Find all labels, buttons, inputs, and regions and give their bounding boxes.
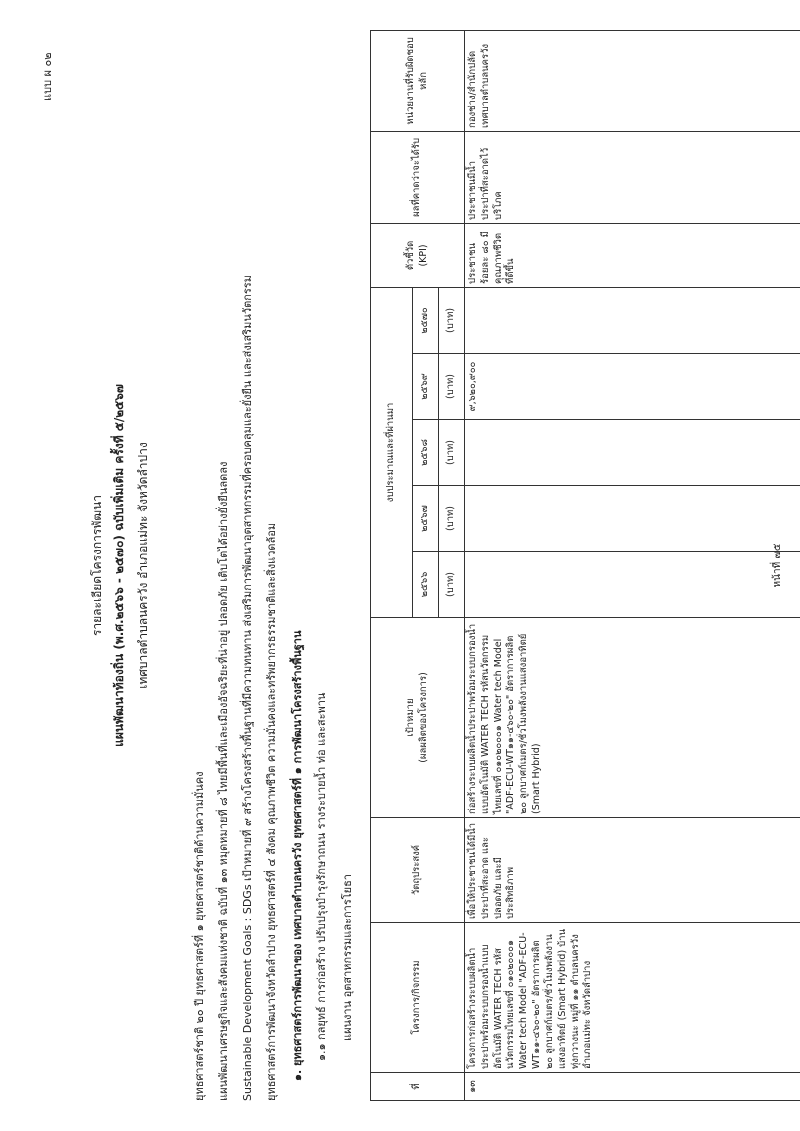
row-expected: ประชาชนมีน้ำประปาที่สะอาดไว้บริโภค xyxy=(465,131,800,223)
strategy-national: ยุทธศาสตร์ชาติ ๒๐ ปี ยุทธศาสตร์ที่ ๑ ยุทธศาสตร์ชาติด้านความมั่นคง xyxy=(193,771,206,1101)
title-line-1: รายละเอียดโครงการพัฒนา xyxy=(90,494,104,637)
header-objective: วัตถุประสงค์ xyxy=(371,818,465,923)
row-budget-2568 xyxy=(465,420,800,486)
row-agency: กองช่าง/สำนักปลัดเทศบาลตำบลนครวัง xyxy=(465,30,800,131)
header-target xyxy=(371,618,465,818)
strategy-tactic: ๑.๑ กลยุทธ์ การก่อสร้าง ปรับปรุงบำรุงรักษาถนน รางระบายน้ำ ท่อ และสะพาน xyxy=(315,692,328,1061)
row-budget-2566 xyxy=(465,552,800,618)
form-code: แบบ ผ ๐๒ xyxy=(41,52,54,101)
project-table xyxy=(370,30,800,1101)
strategy-nesdp: แผนพัฒนาเศรษฐกิจและสังคมแห่งชาติ ฉบับที่ ๑๓ หมุดหมายที่ ๘ ไทยมีพื้นที่และเมืองอัจฉริยะที่น่าอยู่ ปลอดภัย เติบโตได้อย่างยั่งยืนลดลง xyxy=(217,461,230,1101)
row-budget-2570 xyxy=(465,287,800,353)
header-year-2568: ๒๕๖๘ xyxy=(413,420,439,486)
header-project: โครงการ/กิจกรรม xyxy=(371,923,465,1073)
header-year-2569: ๒๕๖๙ xyxy=(413,354,439,420)
header-agency: หน่วยงานที่รับผิดชอบหลัก xyxy=(371,30,465,131)
header-baht-2568: (บาท) xyxy=(439,420,465,486)
header-baht-2567: (บาท) xyxy=(439,486,465,552)
page-number: หน้าที่ ๗๕ xyxy=(772,543,783,588)
header-year-2566: ๒๕๖๖ xyxy=(413,552,439,618)
strategy-municipality: ๑. ยุทธศาสตร์การพัฒนาของ เทศบาลตำบลนครวัง ยุทธศาสตร์ที่ ๑ การพัฒนาโครงสร้างพื้นฐาน xyxy=(291,630,304,1081)
title-line-3: เทศบาลตำบลนครวัง อำเภอแม่ทะ จังหวัดลำปาง xyxy=(136,442,150,689)
header-baht-2569: (บาท) xyxy=(439,354,465,420)
table-row xyxy=(465,30,800,1100)
strategy-plan: แผนงาน อุตสาหกรรมและการโยธา xyxy=(341,874,354,1041)
header-budget: งบประมาณและที่ผ่านมา xyxy=(371,287,413,617)
row-kpi: ประชาชนร้อยละ ๘๐ มีคุณภาพชีวิตที่ดีขึ้น xyxy=(465,223,800,287)
header-year-2567: ๒๕๖๗ xyxy=(413,486,439,552)
header-kpi xyxy=(371,223,465,287)
header-target-sub: (ผลผลิตของโครงการ) xyxy=(417,672,429,763)
row-budget-2569: ๙,๖๒๐,๙๐๐ xyxy=(465,354,800,420)
header-no: ที่ xyxy=(371,1073,465,1101)
row-project: โครงการก่อสร้างระบบผลิตน้ำประปาพร้อมระบบกรองน้ำแบบอัตโนมัติ WATER TECH รหัสนวัตกรรมไทยเลขที่ ๐๑๐๒๐๐๐๑ Water tech Model "ADF-ECU-WT๑๑-๔๖๐-๒๐" อัตราการผลิต ๒๐ ลูกบาศก์เมตร/ชั่วโมงพลังงานแสงอาทิตย์ (Smart Hybrid) บ้านทุ่งกวางนะ หมู่ที่ ๑๑ ตำบลนครวัง อำเภอแม่ทะ จังหวัดลำปาง xyxy=(465,923,800,1073)
header-baht-2570: (บาท) xyxy=(439,287,465,353)
row-objective: เพื่อให้ประชาชนได้มีน้ำประปาที่สะอาด และปลอดภัย และมีประสิทธิภาพ xyxy=(465,818,800,923)
header-kpi-label: ตัวชี้วัด xyxy=(404,240,416,271)
header-kpi-sub: (KPI) xyxy=(417,244,429,267)
row-target: ก่อสร้างระบบผลิตน้ำประปาพร้อมระบบกรองน้ำแบบอัตโนมัติ WATER TECH รหัสนวัตกรรมไทยเลขที่ ๐๑๐๒๐๐๐๑ Water tech Model "ADF-ECU-WT๑๑-๔๖๐-๒๐" อัตราการผลิต ๒๐ ลูกบาศก์เมตร/ชั่วโมงพลังงานแสงอาทิตย์ (Smart Hybrid) xyxy=(465,618,800,818)
row-budget-2567 xyxy=(465,486,800,552)
header-year-2570: ๒๕๗๐ xyxy=(413,287,439,353)
header-baht-2566: (บาท) xyxy=(439,552,465,618)
header-target-label: เป้าหมาย xyxy=(404,698,416,737)
title-line-2: แผนพัฒนาท้องถิ่น (พ.ศ.๒๕๖๖ - ๒๕๗๐) ฉบับเพิ่มเติม ครั้งที่ ๕/๒๕๖๗ xyxy=(112,384,126,747)
strategy-province: ยุทธศาสตร์การพัฒนาจังหวัดลำปาง ยุทธศาสตร์ที่ ๔ สังคม คุณภาพชีวิต ความมั่นคงและทรัพยากรธรรมชาติและสิ่งแวดล้อม xyxy=(265,522,278,1101)
row-no: ๑๓ xyxy=(465,1073,800,1101)
header-expected: ผลที่คาดว่าจะได้รับ xyxy=(371,131,465,223)
strategy-sdgs: Sustainable Development Goals : SDGs เป้าหมายที่ ๙ สร้างโครงสร้างพื้นฐานที่มีความทนทาน ส่งเสริมการพัฒนาอุตสาหกรรมที่ครอบคลุมและยั่งยืน และส่งเสริมนวัตกรรม xyxy=(241,275,254,1101)
